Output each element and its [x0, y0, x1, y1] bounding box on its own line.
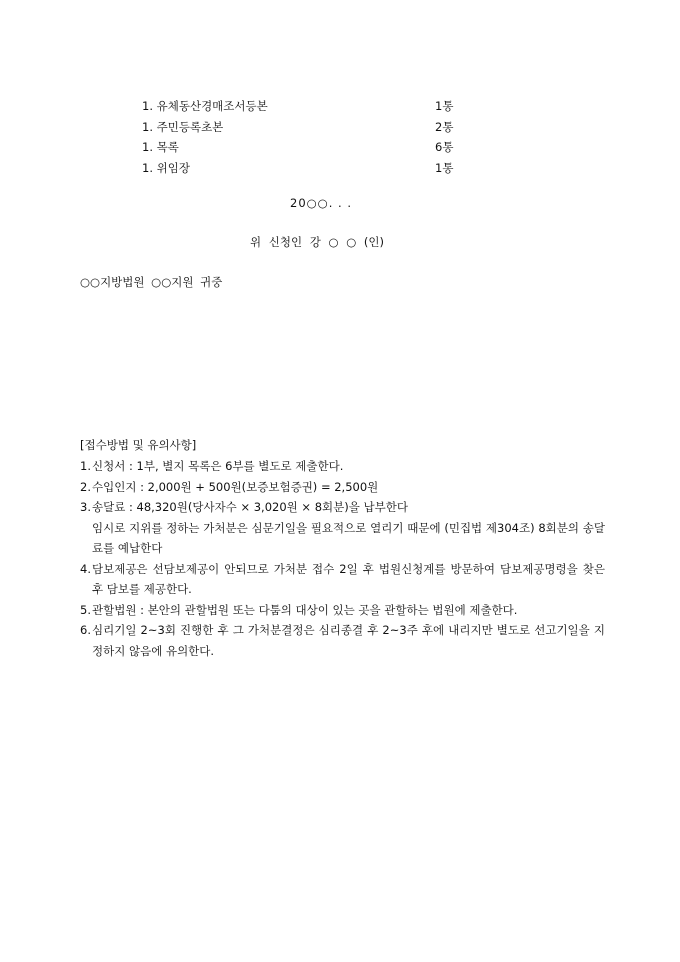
attachment-list [142, 96, 462, 178]
date-line: 20○○. . . [290, 196, 352, 210]
note-text: 심리기일 2~3회 진행한 후 그 가처분결정은 심리종결 후 2~3주 후에 내리지만 별도로 선고기일을 지정하지 않음에 유의한다. [92, 623, 605, 658]
note-number: 6. [80, 623, 91, 637]
note-text: 관할법원 : 본안의 관할법원 또는 다툼의 대상이 있는 곳을 관할하는 법원에 제출한다. [92, 602, 518, 617]
note-text: 송달료 : 48,320원(당사자수 × 3,020원 × 8회분)을 납부한다 [92, 500, 408, 514]
court-addressee: ○○지방법원 ○○지원 귀중 [80, 275, 223, 289]
attachment-count: 6통 [435, 140, 454, 154]
note-item [80, 477, 605, 498]
note-number: 2. [80, 479, 91, 494]
attachment-item [142, 117, 462, 138]
note-subtext: 임시로 지위를 정하는 가처분은 심문기일을 필요적으로 열리기 때문에 (민집법 제304조) 8회분의 송달료를 예납한다 [92, 520, 605, 555]
attachment-count: 1통 [435, 160, 454, 175]
note-text: 수입인지 : 2,000원 + 500원(보증보험증권) = 2,500원 [92, 479, 379, 494]
attachment-count: 2통 [435, 119, 454, 134]
attachment-label: 1. 유체동산경매조서등본 [142, 99, 268, 113]
attachment-label: 1. 위임장 [142, 160, 190, 175]
attachment-count: 1통 [435, 99, 454, 113]
note-item [80, 497, 605, 518]
signer-line: 위 신청인 강 ○ ○ (인) [250, 235, 384, 249]
attachment-item [142, 137, 462, 158]
note-item [80, 600, 605, 621]
note-text: 신청서 : 1부, 별지 목록은 6부를 별도로 제출한다. [92, 459, 344, 473]
note-number: 5. [80, 602, 91, 617]
attachment-item [142, 158, 462, 179]
note-item [80, 559, 605, 600]
note-number: 1. [80, 459, 91, 473]
filing-notes [80, 434, 605, 661]
attachment-label: 1. 목록 [142, 140, 179, 154]
note-number: 3. [80, 500, 91, 514]
note-item [80, 456, 605, 477]
attachment-label: 1. 주민등록초본 [142, 119, 224, 134]
notes-heading: [접수방법 및 유의사항] [80, 438, 197, 452]
attachment-item [142, 96, 462, 117]
note-item [80, 620, 605, 661]
note-number: 4. [80, 561, 91, 576]
note-text: 담보제공은 선담보제공이 안되므로 가처분 접수 2일 후 법원신청계를 방문하여 담보제공명령을 찾은 후 담보를 제공한다. [92, 561, 605, 596]
